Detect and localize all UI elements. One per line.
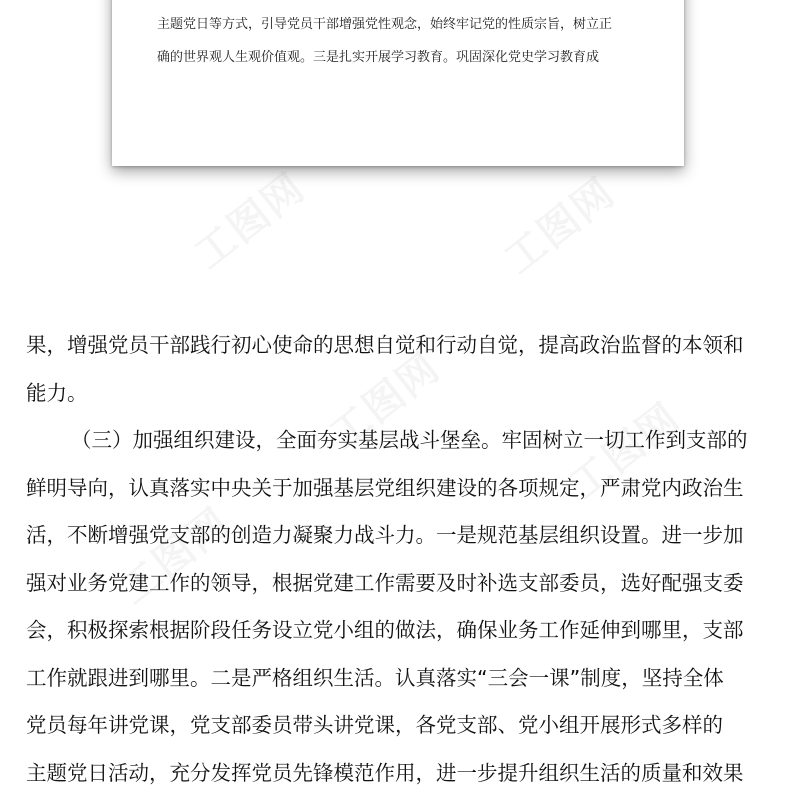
paragraph-line: 强对业务党建工作的领导，根据党建工作需要及时补选支部委员，选好配强支委 xyxy=(26,570,744,595)
paragraph-line: 鲜明导向，认真落实中央关于加强基层党组织建设的各项规定，严肃党内政治生 xyxy=(26,475,744,500)
watermark: 工图网 xyxy=(186,164,314,279)
preview-text-line: 主题党日等方式，引导党员干部增强党性观念，始终牢记党的性质宗旨，树立正 xyxy=(157,17,613,32)
paragraph-line: 会，积极探索根据阶段任务设立党小组的做法，确保业务工作延伸到哪里，支部 xyxy=(26,618,744,642)
watermark: 工图网 xyxy=(111,499,239,614)
preview-card xyxy=(112,0,684,166)
paragraph-line: 工作就跟进到哪里。二是严格组织生活。认真落实“三会一课”制度，坚持全体 xyxy=(26,665,724,690)
paragraph-line: 能力。 xyxy=(26,380,88,405)
paragraph-line: 活，不断增强党支部的创造力凝聚力战斗力。一是规范基层组织设置。进一步加 xyxy=(26,523,744,547)
section-heading-line: （三）加强组织建设，全面夯实基层战斗堡垒。牢固树立一切工作到支部的 xyxy=(71,428,748,452)
paragraph-line: 主题党日活动，充分发挥党员先锋模范作用，进一步提升组织生活的质量和效果 xyxy=(26,760,744,785)
paragraph-line: 党员每年讲党课，党支部委员带头讲党课，各党支部、党小组开展形式多样的 xyxy=(26,713,723,737)
document-body xyxy=(26,322,776,785)
watermark: 工图网 xyxy=(321,344,449,459)
watermark: 工图网 xyxy=(561,394,689,509)
preview-text-line: 确的世界观人生观价值观。三是扎实开展学习教育。巩固深化党史学习教育成 xyxy=(157,50,600,65)
watermark: 工图网 xyxy=(496,169,624,284)
paragraph-line: 果，增强党员干部践行初心使命的思想自觉和行动自觉，提高政治监督的本领和 xyxy=(26,333,744,357)
